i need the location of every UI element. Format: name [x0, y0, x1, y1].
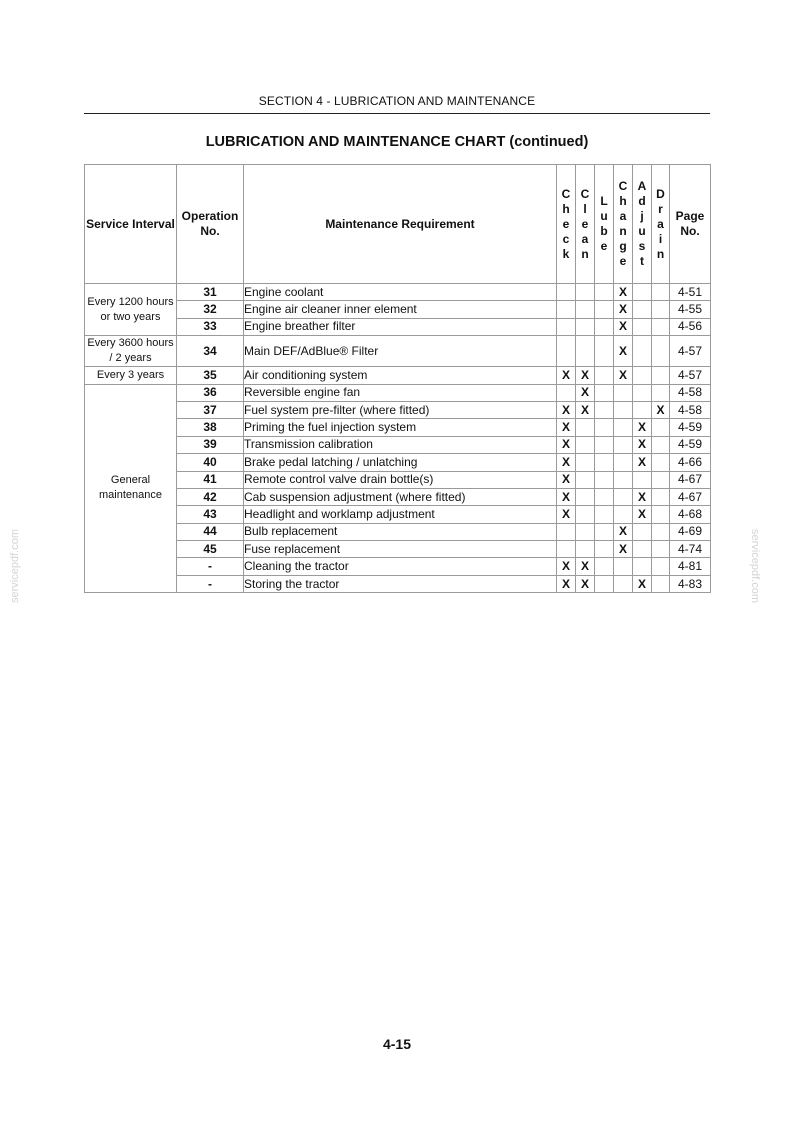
- clean-mark-cell: [576, 301, 595, 318]
- maintenance-requirement-cell: Transmission calibration: [244, 436, 557, 453]
- adjust-mark-cell: X: [633, 488, 652, 505]
- header-letter: s: [638, 239, 646, 253]
- check-mark-cell: X: [557, 471, 576, 488]
- operation-no-cell: 34: [177, 336, 244, 367]
- operation-no-cell: 35: [177, 367, 244, 384]
- header-letter: h: [619, 194, 627, 208]
- lube-mark-cell: [595, 419, 614, 436]
- watermark-left: servicepdf.com: [8, 529, 21, 603]
- operation-no-cell: 36: [177, 384, 244, 401]
- check-mark-cell: X: [557, 488, 576, 505]
- adjust-mark-cell: [633, 284, 652, 301]
- operation-no-cell: 31: [177, 284, 244, 301]
- clean-mark-cell: [576, 506, 595, 523]
- check-mark-cell: [557, 318, 576, 335]
- lube-mark-cell: [595, 384, 614, 401]
- page-no-cell: 4-57: [670, 367, 711, 384]
- check-mark-cell: X: [557, 558, 576, 575]
- adjust-mark-cell: [633, 401, 652, 418]
- maintenance-requirement-cell: Fuel system pre-filter (where fitted): [244, 401, 557, 418]
- header-letter: g: [619, 239, 627, 253]
- check-mark-cell: [557, 336, 576, 367]
- drain-mark-cell: [652, 301, 670, 318]
- header-letter: e: [619, 254, 627, 268]
- header-letter: e: [562, 216, 570, 231]
- change-mark-cell: X: [614, 367, 633, 384]
- maintenance-requirement-cell: Bulb replacement: [244, 523, 557, 540]
- table-body: [85, 284, 711, 593]
- table-row: [85, 541, 711, 558]
- change-mark-cell: X: [614, 336, 633, 367]
- page-no-cell: 4-68: [670, 506, 711, 523]
- drain-mark-cell: [652, 471, 670, 488]
- drain-mark-cell: [652, 454, 670, 471]
- operation-no-cell: 42: [177, 488, 244, 505]
- clean-mark-cell: X: [576, 575, 595, 592]
- clean-mark-cell: [576, 454, 595, 471]
- drain-mark-cell: [652, 336, 670, 367]
- drain-mark-cell: [652, 436, 670, 453]
- change-mark-cell: [614, 488, 633, 505]
- clean-mark-cell: [576, 336, 595, 367]
- header-letter: l: [583, 201, 587, 216]
- chart-title: LUBRICATION AND MAINTENANCE CHART (continued): [205, 134, 589, 150]
- clean-mark-cell: X: [576, 558, 595, 575]
- maintenance-requirement-cell: Cleaning the tractor: [244, 558, 557, 575]
- operation-no-cell: 32: [177, 301, 244, 318]
- section-header: SECTION 4 - LUBRICATION AND MAINTENANCE: [258, 94, 536, 108]
- maintenance-requirement-cell: Cab suspension adjustment (where fitted): [244, 488, 557, 505]
- maintenance-requirement-cell: Storing the tractor: [244, 575, 557, 592]
- header-letter: n: [581, 246, 589, 261]
- adjust-mark-cell: [633, 384, 652, 401]
- table-row: [85, 419, 711, 436]
- check-mark-cell: [557, 523, 576, 540]
- header-letter: D: [656, 186, 665, 201]
- change-mark-cell: [614, 419, 633, 436]
- change-mark-cell: [614, 384, 633, 401]
- lube-mark-cell: [595, 318, 614, 335]
- lube-mark-cell: [595, 454, 614, 471]
- table-row: [85, 575, 711, 592]
- header-letter: a: [657, 216, 664, 231]
- clean-mark-cell: [576, 471, 595, 488]
- header-maintenance-requirement: Maintenance Requirement: [244, 165, 557, 284]
- adjust-mark-cell: [633, 318, 652, 335]
- lube-mark-cell: [595, 401, 614, 418]
- maintenance-requirement-cell: Engine air cleaner inner element: [244, 301, 557, 318]
- header-clean: [576, 165, 595, 284]
- change-mark-cell: [614, 558, 633, 575]
- adjust-mark-cell: [633, 523, 652, 540]
- operation-no-cell: -: [177, 575, 244, 592]
- section-divider: [84, 113, 710, 114]
- drain-mark-cell: [652, 419, 670, 436]
- header-letter: k: [562, 246, 570, 261]
- table-row: [85, 471, 711, 488]
- header-drain: [652, 165, 670, 284]
- clean-mark-cell: [576, 523, 595, 540]
- check-mark-cell: [557, 301, 576, 318]
- clean-mark-cell: [576, 541, 595, 558]
- maintenance-chart-table: [84, 164, 711, 593]
- page-no-cell: 4-51: [670, 284, 711, 301]
- lube-mark-cell: [595, 575, 614, 592]
- header-letter: C: [580, 186, 590, 201]
- header-check: [557, 165, 576, 284]
- drain-mark-cell: [652, 318, 670, 335]
- header-letter: u: [638, 224, 646, 238]
- adjust-mark-cell: X: [633, 436, 652, 453]
- lube-mark-cell: [595, 284, 614, 301]
- table-row: [85, 506, 711, 523]
- operation-no-cell: 39: [177, 436, 244, 453]
- maintenance-requirement-cell: Air conditioning system: [244, 367, 557, 384]
- adjust-mark-cell: X: [633, 419, 652, 436]
- operation-no-cell: -: [177, 558, 244, 575]
- check-mark-cell: X: [557, 454, 576, 471]
- maintenance-requirement-cell: Fuse replacement: [244, 541, 557, 558]
- page-no-cell: 4-59: [670, 436, 711, 453]
- table-row: [85, 284, 711, 301]
- maintenance-requirement-cell: Main DEF/AdBlue® Filter: [244, 336, 557, 367]
- header-letter: n: [656, 246, 665, 261]
- drain-mark-cell: [652, 488, 670, 505]
- adjust-mark-cell: X: [633, 454, 652, 471]
- header-letter: L: [600, 194, 608, 208]
- drain-mark-cell: [652, 506, 670, 523]
- header-letter: A: [637, 179, 647, 193]
- operation-no-cell: 43: [177, 506, 244, 523]
- maintenance-requirement-cell: Brake pedal latching / unlatching: [244, 454, 557, 471]
- page-no-cell: 4-67: [670, 488, 711, 505]
- lube-mark-cell: [595, 301, 614, 318]
- operation-no-cell: 41: [177, 471, 244, 488]
- check-mark-cell: X: [557, 506, 576, 523]
- lube-mark-cell: [595, 336, 614, 367]
- clean-mark-cell: [576, 488, 595, 505]
- header-letter: t: [640, 254, 644, 268]
- watermark-right: servicepdf.com: [748, 529, 761, 603]
- drain-mark-cell: [652, 367, 670, 384]
- change-mark-cell: X: [614, 318, 633, 335]
- lube-mark-cell: [595, 506, 614, 523]
- header-letter: u: [600, 209, 608, 223]
- check-mark-cell: X: [557, 436, 576, 453]
- page-no-cell: 4-57: [670, 336, 711, 367]
- change-mark-cell: X: [614, 541, 633, 558]
- header-letter: c: [562, 231, 570, 246]
- table-row: [85, 384, 711, 401]
- service-interval-cell: Every 3600 hours / 2 years: [85, 336, 177, 367]
- page-no-cell: 4-74: [670, 541, 711, 558]
- maintenance-requirement-cell: Headlight and worklamp adjustment: [244, 506, 557, 523]
- service-interval-cell: General maintenance: [85, 384, 177, 593]
- check-mark-cell: X: [557, 401, 576, 418]
- header-lube: [595, 165, 614, 284]
- header-page-no: Page No.: [670, 165, 711, 284]
- header-operation-no: Operation No.: [177, 165, 244, 284]
- adjust-mark-cell: [633, 336, 652, 367]
- change-mark-cell: [614, 575, 633, 592]
- check-mark-cell: X: [557, 367, 576, 384]
- clean-mark-cell: [576, 284, 595, 301]
- maintenance-requirement-cell: Engine coolant: [244, 284, 557, 301]
- header-letter: i: [658, 231, 663, 246]
- clean-mark-cell: [576, 436, 595, 453]
- page-number: 4-15: [382, 1036, 412, 1052]
- page-no-cell: 4-69: [670, 523, 711, 540]
- change-mark-cell: [614, 471, 633, 488]
- header-letter: d: [638, 194, 646, 208]
- operation-no-cell: 33: [177, 318, 244, 335]
- operation-no-cell: 45: [177, 541, 244, 558]
- header-letter: h: [562, 201, 570, 216]
- service-interval-cell: Every 1200 hours or two years: [85, 284, 177, 336]
- header-letter: r: [658, 201, 663, 216]
- drain-mark-cell: [652, 523, 670, 540]
- clean-mark-cell: X: [576, 384, 595, 401]
- operation-no-cell: 40: [177, 454, 244, 471]
- page-no-cell: 4-58: [670, 384, 711, 401]
- maintenance-requirement-cell: Engine breather filter: [244, 318, 557, 335]
- page-no-cell: 4-56: [670, 318, 711, 335]
- table-row: [85, 318, 711, 335]
- check-mark-cell: X: [557, 575, 576, 592]
- maintenance-requirement-cell: Priming the fuel injection system: [244, 419, 557, 436]
- page-no-cell: 4-66: [670, 454, 711, 471]
- drain-mark-cell: [652, 384, 670, 401]
- lube-mark-cell: [595, 488, 614, 505]
- header-letter: C: [561, 186, 571, 201]
- header-letter: e: [581, 216, 589, 231]
- clean-mark-cell: [576, 318, 595, 335]
- lube-mark-cell: [595, 523, 614, 540]
- operation-no-cell: 37: [177, 401, 244, 418]
- drain-mark-cell: [652, 558, 670, 575]
- change-mark-cell: X: [614, 284, 633, 301]
- header-letter: C: [618, 179, 628, 193]
- operation-no-cell: 38: [177, 419, 244, 436]
- adjust-mark-cell: [633, 471, 652, 488]
- change-mark-cell: X: [614, 523, 633, 540]
- table-row: [85, 523, 711, 540]
- header-adjust: [633, 165, 652, 284]
- lube-mark-cell: [595, 436, 614, 453]
- page-no-cell: 4-59: [670, 419, 711, 436]
- header-service-interval: Service Interval: [85, 165, 177, 284]
- page-no-cell: 4-55: [670, 301, 711, 318]
- check-mark-cell: [557, 284, 576, 301]
- clean-mark-cell: [576, 419, 595, 436]
- header-letter: a: [619, 209, 627, 223]
- adjust-mark-cell: X: [633, 506, 652, 523]
- maintenance-requirement-cell: Reversible engine fan: [244, 384, 557, 401]
- adjust-mark-cell: [633, 541, 652, 558]
- adjust-mark-cell: [633, 301, 652, 318]
- change-mark-cell: [614, 436, 633, 453]
- adjust-mark-cell: [633, 367, 652, 384]
- header-letter: a: [581, 231, 589, 246]
- table-header: [85, 165, 711, 284]
- change-mark-cell: [614, 401, 633, 418]
- drain-mark-cell: [652, 575, 670, 592]
- table-row: [85, 336, 711, 367]
- adjust-mark-cell: X: [633, 575, 652, 592]
- maintenance-requirement-cell: Remote control valve drain bottle(s): [244, 471, 557, 488]
- table-row: [85, 558, 711, 575]
- table-row: [85, 401, 711, 418]
- change-mark-cell: [614, 454, 633, 471]
- lube-mark-cell: [595, 367, 614, 384]
- table-row: [85, 301, 711, 318]
- table-row: [85, 488, 711, 505]
- page-no-cell: 4-83: [670, 575, 711, 592]
- table-row: [85, 436, 711, 453]
- change-mark-cell: [614, 506, 633, 523]
- header-letter: b: [600, 224, 608, 238]
- table-row: [85, 367, 711, 384]
- service-interval-cell: Every 3 years: [85, 367, 177, 384]
- drain-mark-cell: X: [652, 401, 670, 418]
- operation-no-cell: 44: [177, 523, 244, 540]
- header-change: [614, 165, 633, 284]
- lube-mark-cell: [595, 471, 614, 488]
- drain-mark-cell: [652, 541, 670, 558]
- lube-mark-cell: [595, 558, 614, 575]
- header-letter: n: [619, 224, 627, 238]
- clean-mark-cell: X: [576, 367, 595, 384]
- check-mark-cell: [557, 541, 576, 558]
- lube-mark-cell: [595, 541, 614, 558]
- page-no-cell: 4-67: [670, 471, 711, 488]
- table-row: [85, 454, 711, 471]
- clean-mark-cell: X: [576, 401, 595, 418]
- page-no-cell: 4-58: [670, 401, 711, 418]
- page-no-cell: 4-81: [670, 558, 711, 575]
- check-mark-cell: X: [557, 419, 576, 436]
- drain-mark-cell: [652, 284, 670, 301]
- change-mark-cell: X: [614, 301, 633, 318]
- header-letter: e: [600, 239, 608, 253]
- check-mark-cell: [557, 384, 576, 401]
- adjust-mark-cell: [633, 558, 652, 575]
- header-letter: j: [640, 209, 644, 223]
